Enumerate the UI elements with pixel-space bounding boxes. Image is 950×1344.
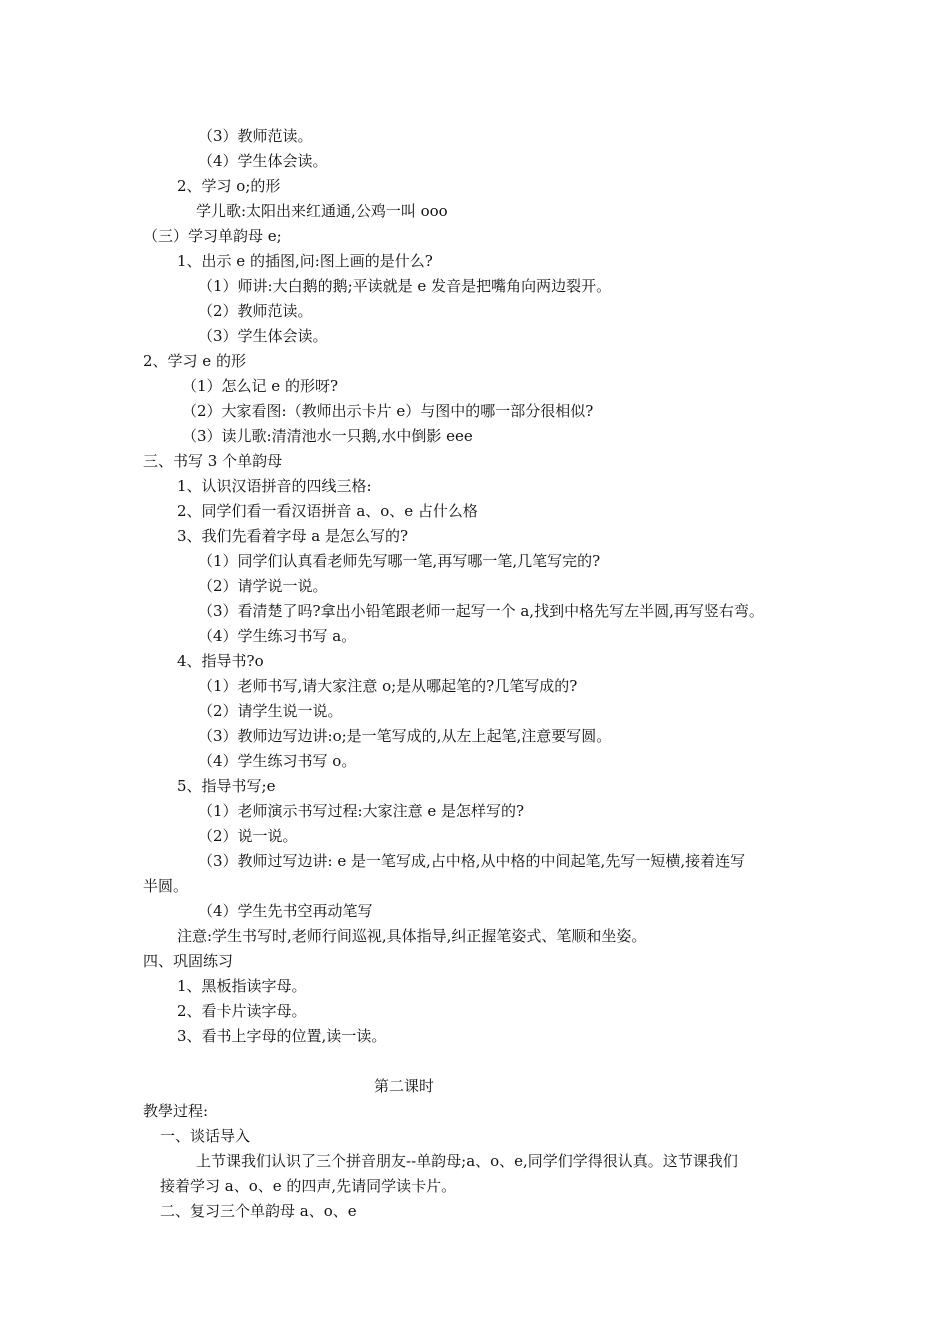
text-line: 半圆。 [143,877,189,895]
text-line: （4）学生练习书写 a。 [198,627,357,645]
text-line: （2）请学说一说。 [198,577,328,595]
section-heading: （三）学习单韵母 e; [143,227,282,245]
text-line: 4、指导书?o [177,652,264,670]
text-line: （3）教师过写边讲: e 是一笔写成,占中格,从中格的中间起笔,先写一短横,接着连写 [198,852,746,870]
text-line: 上节课我们认识了三个拼音朋友--单韵母;a、o、e,同学们学得很认真。这节课我们 [196,1152,738,1170]
text-line: （2）说一说。 [198,827,298,845]
section-heading: 二、复习三个单韵母 a、o、e [160,1202,357,1220]
text-line: （4）学生练习书写 o。 [198,752,357,770]
text-line: （3）读儿歌:清清池水一只鹅,水中倒影 eee [182,427,473,445]
text-line: （1）师讲:大白鹅的鹅;平读就是 e 发音是把嘴角向两边裂开。 [198,277,612,295]
text-line: 学儿歌:太阳出来红通通,公鸡一叫 ooo [196,202,448,220]
text-line: 1、黑板指读字母。 [177,977,307,995]
text-line: （1）老师演示书写过程:大家注意 e 是怎样写的? [198,802,525,820]
text-line: 接着学习 a、o、e 的四声,先请同学读卡片。 [160,1177,457,1195]
text-line: （1）怎么记 e 的形呀? [182,377,338,395]
section-heading: 四、巩固练习 [143,952,234,970]
text-line: （1）老师书写,请大家注意 o;是从哪起笔的?几笔写成的? [198,677,578,695]
lesson-title: 第二课时 [374,1077,435,1095]
section-heading: 三、书写 3 个单韵母 [143,452,283,470]
text-line: （3）教师边写边讲:o;是一笔写成的,从左上起笔,注意要写圆。 [198,727,612,745]
text-line: 注意:学生书写时,老师行间巡视,具体指导,纠正握笔姿式、笔顺和坐姿。 [177,927,647,945]
text-line: 3、看书上字母的位置,读一读。 [177,1027,387,1045]
text-line: （4）学生先书空再动笔写 [198,902,373,920]
text-line: 5、指导书写;e [177,777,276,795]
text-line: （1）同学们认真看老师先写哪一笔,再写哪一笔,几笔写完的? [198,552,601,570]
text-line: （2）教师范读。 [198,302,313,320]
text-line: 2、看卡片读字母。 [177,1002,307,1020]
text-line: 3、我们先看着字母 a 是怎么写的? [177,527,409,545]
text-line: （3）看清楚了吗?拿出小铅笔跟老师一起写一个 a,找到中格先写左半圆,再写竖右弯。 [198,602,764,620]
text-line: 2、学习 o;的形 [177,177,281,195]
text-line: 1、出示 e 的插图,问:图上画的是什么? [177,252,433,270]
text-line: 1、认识汉语拼音的四线三格: [177,477,372,495]
text-line: 教學过程: [143,1102,209,1120]
text-line: 2、学习 e 的形 [143,352,246,370]
text-line: （3）教师范读。 [198,127,313,145]
section-heading: 一、谈话导入 [160,1127,251,1145]
text-line: （2）大家看图:（教师出示卡片 e）与图中的哪一部分很相似? [182,402,594,420]
text-line: （3）学生体会读。 [198,327,328,345]
text-line: （2）请学生说一说。 [198,702,343,720]
text-line: （4）学生体会读。 [198,152,328,170]
text-line: 2、同学们看一看汉语拼音 a、o、e 占什么格 [177,502,478,520]
